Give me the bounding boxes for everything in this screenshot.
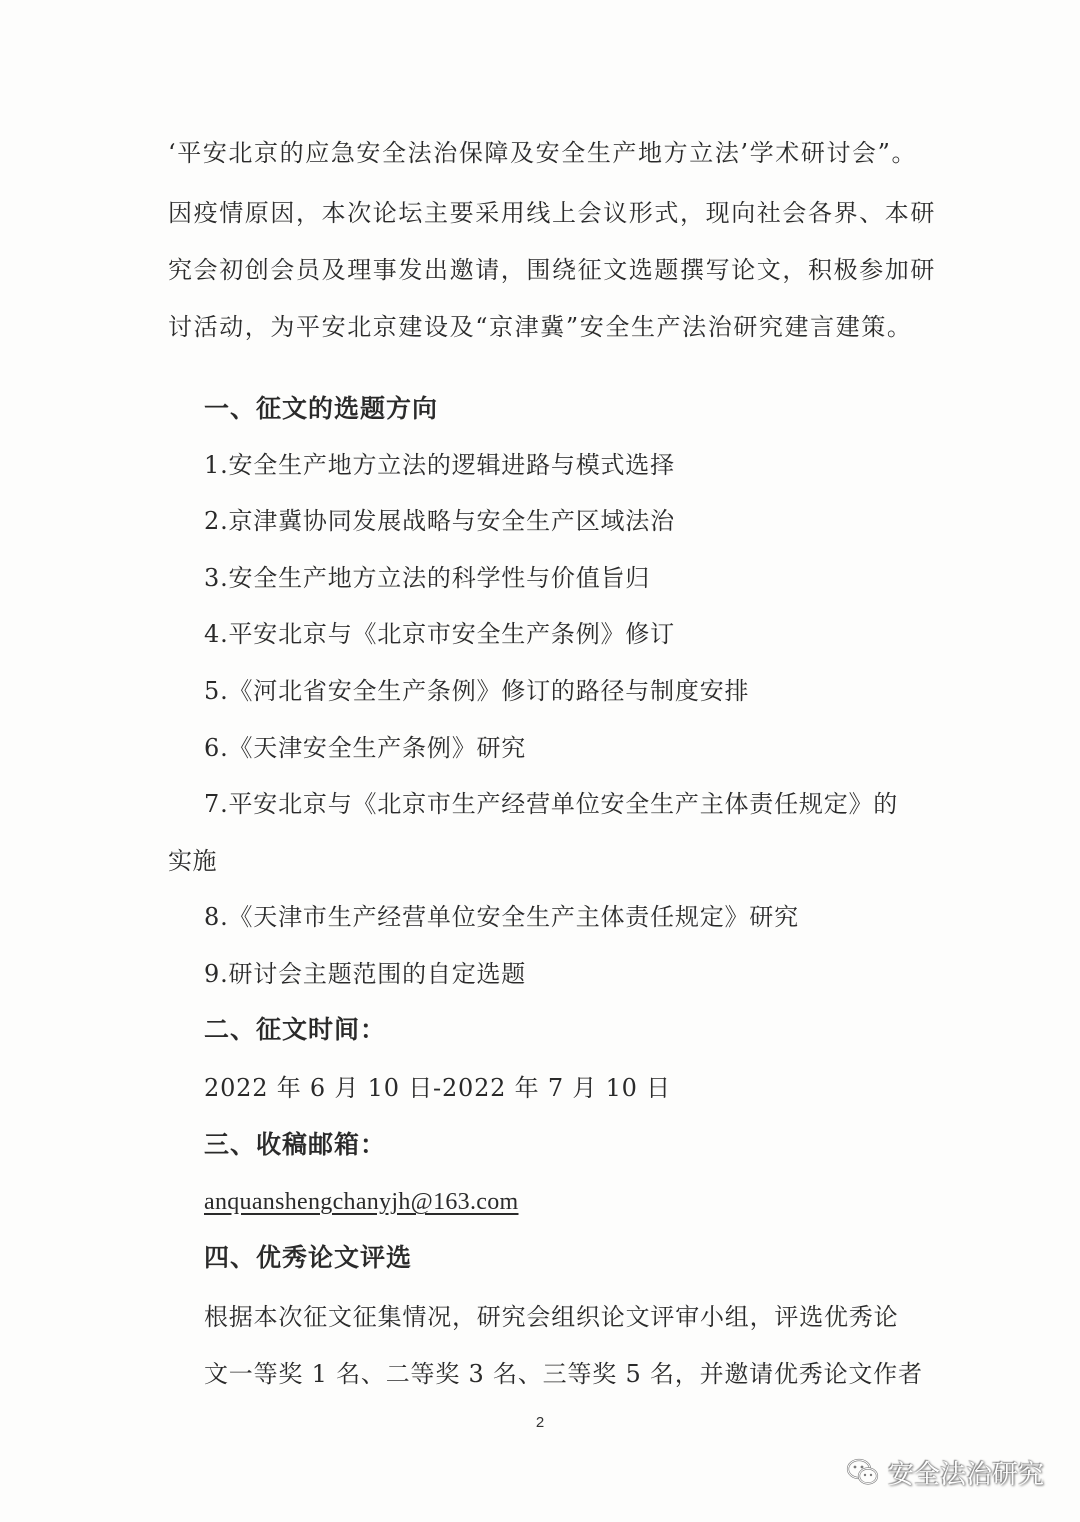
topic-item-8: 8.《天津市生产经营单位安全生产主体责任规定》研究 [204,903,799,931]
section-heading-time: 二、征文时间： [204,1015,387,1044]
section-heading-topics: 一、征文的选题方向 [204,394,439,423]
intro-line-1: ‘平安北京的应急安全法治保障及安全生产地方立法’学术研讨会”。 [168,139,918,167]
watermark-text: 安全法治研究 [887,1459,1044,1490]
intro-line-3: 究会初创会员及理事发出邀请，围绕征文选题撰写论文，积极参加研 [168,256,936,284]
submission-email-link[interactable]: anquanshengchanyjh@163.com [204,1189,519,1215]
awards-line-2: 文一等奖 1 名、二等奖 3 名、三等奖 5 名，并邀请优秀论文作者 [204,1360,923,1388]
topic-item-1: 1.安全生产地方立法的逻辑进路与模式选择 [204,451,675,479]
awards-line-1: 根据本次征文征集情况，研究会组织论文评审小组，评选优秀论 [204,1303,899,1331]
topic-item-5: 5.《河北省安全生产条例》修订的路径与制度安排 [204,677,750,705]
intro-line-4: 讨活动，为平安北京建设及“京津冀”安全生产法治研究建言建策。 [168,313,913,341]
intro-line-2: 因疫情原因，本次论坛主要采用线上会议形式，现向社会各界、本研 [168,199,936,227]
section-heading-email: 三、收稿邮箱： [204,1130,387,1159]
wechat-icon [846,1457,880,1487]
section-heading-awards: 四、优秀论文评选 [204,1243,413,1272]
page-number: 2 [535,1414,545,1431]
topic-item-4: 4.平安北京与《北京市安全生产条例》修订 [204,620,675,648]
account-watermark [846,1452,1044,1492]
topic-item-9: 9.研讨会主题范围的自定选题 [204,960,527,988]
topic-item-7-continued: 实施 [168,847,217,875]
topic-item-3: 3.安全生产地方立法的科学性与价值旨归 [204,564,651,592]
topic-item-2: 2.京津冀协同发展战略与安全生产区域法治 [204,507,675,535]
topic-item-6: 6.《天津安全生产条例》研究 [204,734,527,762]
topic-item-7: 7.平安北京与《北京市生产经营单位安全生产主体责任规定》的 [204,790,899,818]
submission-period: 2022 年 6 月 10 日-2022 年 7 月 10 日 [204,1074,671,1102]
